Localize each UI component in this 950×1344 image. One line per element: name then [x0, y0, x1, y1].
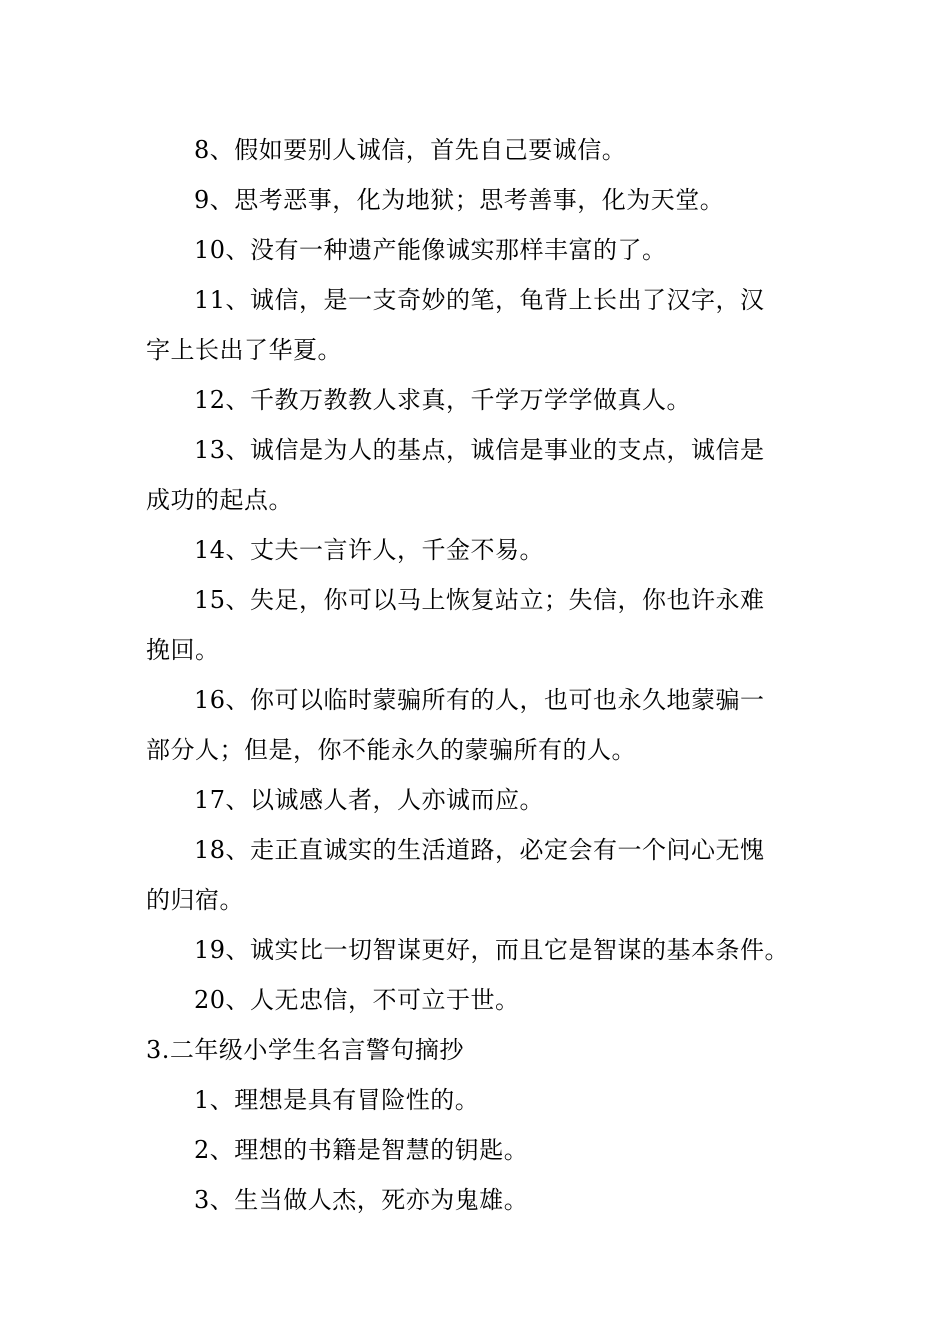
quote-18: 18、走正直诚实的生活道路，必定会有一个问心无愧 [194, 836, 765, 864]
quote-13-continuation: 成功的起点。 [146, 486, 293, 514]
quote-20: 20、人无忠信，不可立于世。 [194, 986, 520, 1014]
quote-11: 11、诚信，是一支奇妙的笔，龟背上长出了汉字，汉 [194, 286, 765, 314]
quote-10: 10、没有一种遗产能像诚实那样丰富的了。 [194, 236, 667, 264]
quote-15-continuation: 挽回。 [146, 636, 220, 664]
quote-19: 19、诚实比一切智谋更好，而且它是智谋的基本条件。 [194, 936, 790, 964]
quote-13: 13、诚信是为人的基点，诚信是事业的支点，诚信是 [194, 436, 765, 464]
quote-18-continuation: 的归宿。 [146, 886, 244, 914]
quote-14: 14、丈夫一言许人，千金不易。 [194, 536, 545, 564]
quote-11-continuation: 字上长出了华夏。 [146, 336, 342, 364]
quote-9: 9、思考恶事，化为地狱；思考善事，化为天堂。 [194, 186, 725, 214]
quote-15: 15、失足，你可以马上恢复站立；失信，你也许永难 [194, 586, 765, 614]
section-quote-3: 3、生当做人杰，死亦为鬼雄。 [194, 1186, 529, 1214]
quote-16-continuation: 部分人；但是，你不能永久的蒙骗所有的人。 [146, 736, 636, 764]
section-quote-2: 2、理想的书籍是智慧的钥匙。 [194, 1136, 529, 1164]
quote-12: 12、千教万教教人求真，千学万学学做真人。 [194, 386, 692, 414]
section-quote-1: 1、理想是具有冒险性的。 [194, 1086, 480, 1114]
quote-17: 17、以诚感人者，人亦诚而应。 [194, 786, 545, 814]
section-heading: 3.二年级小学生名言警句摘抄 [146, 1036, 464, 1064]
quote-16: 16、你可以临时蒙骗所有的人，也可也永久地蒙骗一 [194, 686, 765, 714]
quote-8: 8、假如要别人诚信，首先自己要诚信。 [194, 136, 627, 164]
